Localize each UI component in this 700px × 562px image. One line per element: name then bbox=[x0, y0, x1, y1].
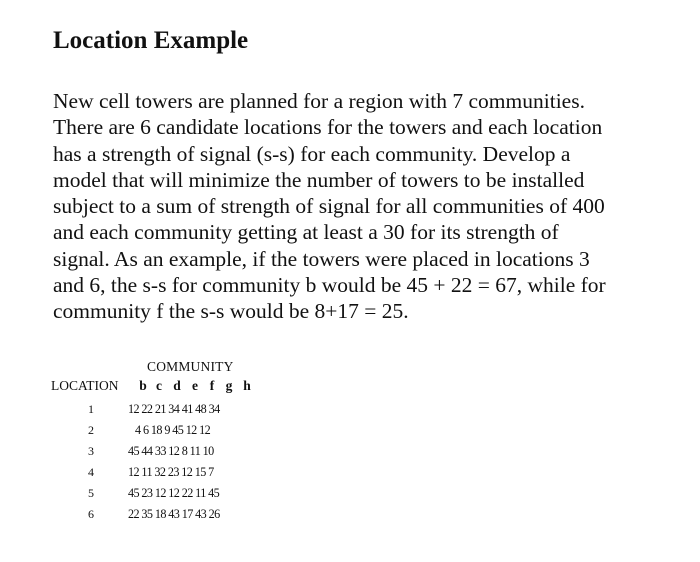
table-row-values: 12 11 32 23 12 15 7 bbox=[128, 465, 214, 479]
column-label-b: b bbox=[139, 378, 147, 393]
problem-description bbox=[53, 88, 606, 325]
column-label-h: h bbox=[243, 378, 251, 393]
paragraph-line: There are 6 candidate locations for the towers and each location bbox=[53, 115, 603, 140]
location-number: 2 bbox=[88, 423, 94, 437]
location-number: 6 bbox=[88, 507, 94, 521]
column-label-f: f bbox=[209, 378, 215, 393]
column-label-c: c bbox=[156, 378, 162, 393]
paragraph-line: New cell towers are planned for a region with 7 communities. bbox=[53, 89, 585, 113]
location-number: 4 bbox=[88, 465, 94, 479]
paragraph-line: and 6, the s-s for community b would be 45 + 22 = 67, while for bbox=[53, 273, 606, 298]
page-title: Location Example bbox=[53, 27, 249, 54]
community-header: COMMUNITY bbox=[147, 359, 234, 374]
paragraph-line: has a strength of signal (s-s) for each community. Develop a bbox=[53, 141, 571, 166]
table-row-values: 45 23 12 12 22 11 45 bbox=[128, 486, 220, 500]
location-number: 5 bbox=[88, 486, 94, 500]
table-row-values: 4 6 18 9 45 12 12 bbox=[135, 423, 211, 437]
column-label-g: g bbox=[225, 378, 233, 393]
column-label-e: e bbox=[192, 378, 198, 393]
table-row-values: 22 35 18 43 17 43 26 bbox=[128, 507, 220, 521]
paragraph-line: community f the s-s would be 8+17 = 25. bbox=[53, 299, 409, 324]
paragraph-line: model that will minimize the number of towers to be installed bbox=[53, 167, 585, 192]
table-row-values: 45 44 33 12 8 11 10 bbox=[128, 444, 214, 458]
paragraph-line: and each community getting at least a 30 for its strength of bbox=[53, 220, 559, 245]
location-header: LOCATION bbox=[51, 378, 119, 393]
location-number: 1 bbox=[88, 402, 94, 416]
paragraph-line: subject to a sum of strength of signal for all communities of 400 bbox=[53, 194, 605, 219]
location-number: 3 bbox=[88, 444, 94, 458]
paragraph-line: signal. As an example, if the towers were placed in locations 3 bbox=[53, 246, 590, 271]
column-label-d: d bbox=[173, 378, 181, 393]
table-row-values: 12 22 21 34 41 48 34 bbox=[128, 402, 220, 416]
